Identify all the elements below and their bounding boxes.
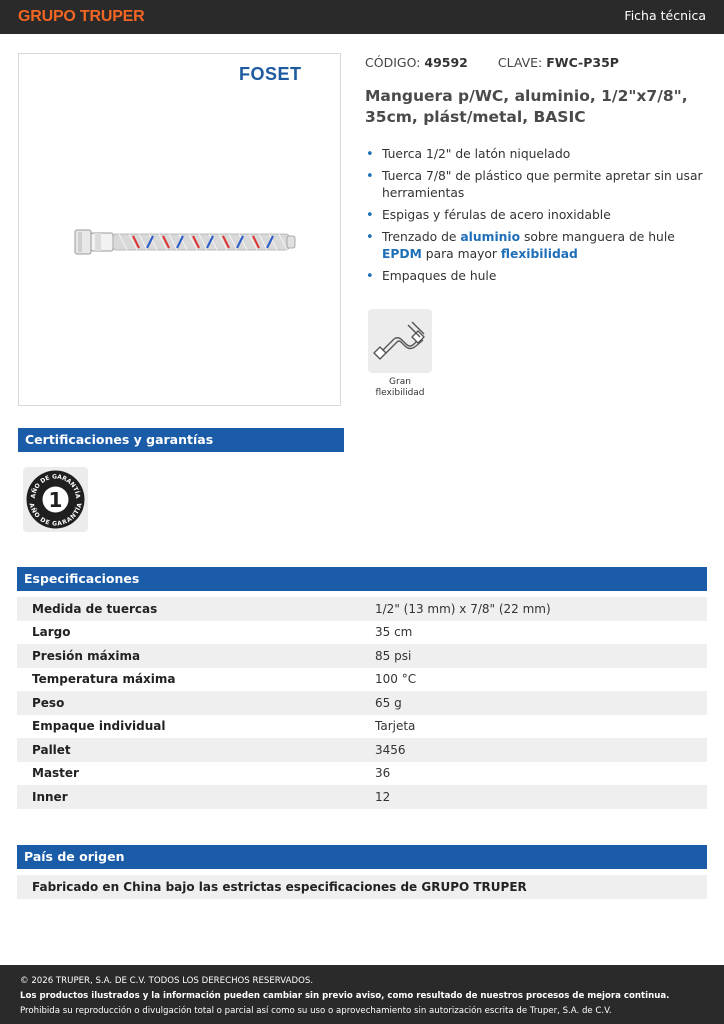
spec-key: Peso — [32, 695, 65, 710]
braided-hose-icon — [69, 224, 299, 264]
footer-legal: Prohibida su reproducción o divulgación total o parcial así como su uso o aprovechamiento sin autorización escrita de Truper, S.A. de C.V. — [20, 1006, 612, 1016]
feature-item: • Empaques de hule — [366, 268, 706, 285]
flexibility-label: Gran flexibilidad — [375, 377, 425, 398]
product-title: Manguera p/WC, aluminio, 1/2"x7/8", 35cm, plást/metal, BASIC — [365, 87, 688, 126]
codigo-label: CÓDIGO: — [365, 55, 421, 70]
table-row — [17, 597, 707, 621]
feature-item: • Tuerca 7/8" de plástico que permite apretar sin usar herramientas — [366, 168, 706, 202]
spec-value: 36 — [375, 766, 391, 781]
spec-value: 3456 — [375, 742, 406, 757]
spec-key: Largo — [32, 625, 71, 640]
spec-value: 100 °C — [375, 672, 417, 687]
spec-key: Pallet — [32, 742, 71, 757]
feature-highlight: aluminio — [460, 230, 521, 244]
specifications-header: Especificaciones — [17, 567, 707, 591]
feature-item: • Tuerca 1/2" de latón niquelado — [366, 146, 706, 163]
footer-notice: Los productos ilustrados y la información pueden cambiar sin previo aviso, como resultado de nuestros procesos de mejora continua. — [20, 991, 670, 1001]
footer — [0, 965, 724, 1024]
warranty-text-top: AÑO DE GARANTÍA — [29, 473, 82, 499]
spec-key: Master — [32, 766, 79, 781]
clave-label: CLAVE: — [497, 55, 543, 70]
feature-text: para mayor — [421, 247, 501, 261]
spec-value: Tarjeta — [375, 719, 416, 734]
footer-copyright: © 2026 TRUPER, S.A. DE C.V. TODOS LOS DERECHOS RESERVADOS. — [20, 976, 314, 986]
spec-value: 35 cm — [375, 625, 413, 640]
spec-key: Empaque individual — [32, 719, 166, 734]
codigo-value: 49592 — [424, 55, 468, 70]
spec-value: 12 — [375, 789, 391, 804]
table-row — [17, 691, 707, 715]
foset-logo: FOSET — [239, 64, 302, 84]
warranty-text-bottom: AÑO DE GARANTÍA — [27, 502, 84, 528]
flexible-hose-icon — [368, 309, 432, 373]
feature-highlight: flexibilidad — [500, 247, 578, 261]
feature-text: sobre manguera de hule — [520, 230, 675, 244]
product-codes — [365, 55, 619, 70]
certifications-header: Certificaciones y garantías — [18, 428, 344, 452]
origin-text: Fabricado en China bajo las estrictas especificaciones de GRUPO TRUPER — [17, 875, 707, 899]
spec-key: Inner — [32, 789, 68, 804]
table-row — [17, 785, 707, 809]
brand-logo: GRUPO TRUPER — [18, 8, 145, 25]
feature-item — [366, 229, 706, 263]
warranty-badge — [23, 467, 88, 532]
product-image-box — [18, 53, 341, 406]
spec-value: 1/2" (13 mm) x 7/8" (22 mm) — [375, 601, 551, 616]
table-row — [17, 738, 707, 762]
spec-value: 85 psi — [375, 648, 412, 663]
origin-header: País de origen — [17, 845, 707, 869]
feature-list — [366, 146, 706, 290]
specifications-table — [17, 597, 707, 809]
feature-text: Trenzado de — [382, 230, 461, 244]
clave-value: FWC-P35P — [546, 55, 619, 70]
table-row — [17, 762, 707, 786]
table-row — [17, 644, 707, 668]
top-bar — [0, 0, 724, 34]
document-type: Ficha técnica — [624, 8, 706, 23]
feature-highlight: EPDM — [382, 247, 422, 261]
warranty-number: 1 — [48, 488, 63, 512]
table-row — [17, 715, 707, 739]
spec-key: Presión máxima — [32, 648, 141, 663]
spec-value: 65 g — [375, 695, 402, 710]
feature-item: • Espigas y férulas de acero inoxidable — [366, 207, 706, 224]
table-row — [17, 668, 707, 692]
spec-key: Temperatura máxima — [32, 672, 176, 687]
table-row — [17, 621, 707, 645]
spec-key: Medida de tuercas — [32, 601, 158, 616]
